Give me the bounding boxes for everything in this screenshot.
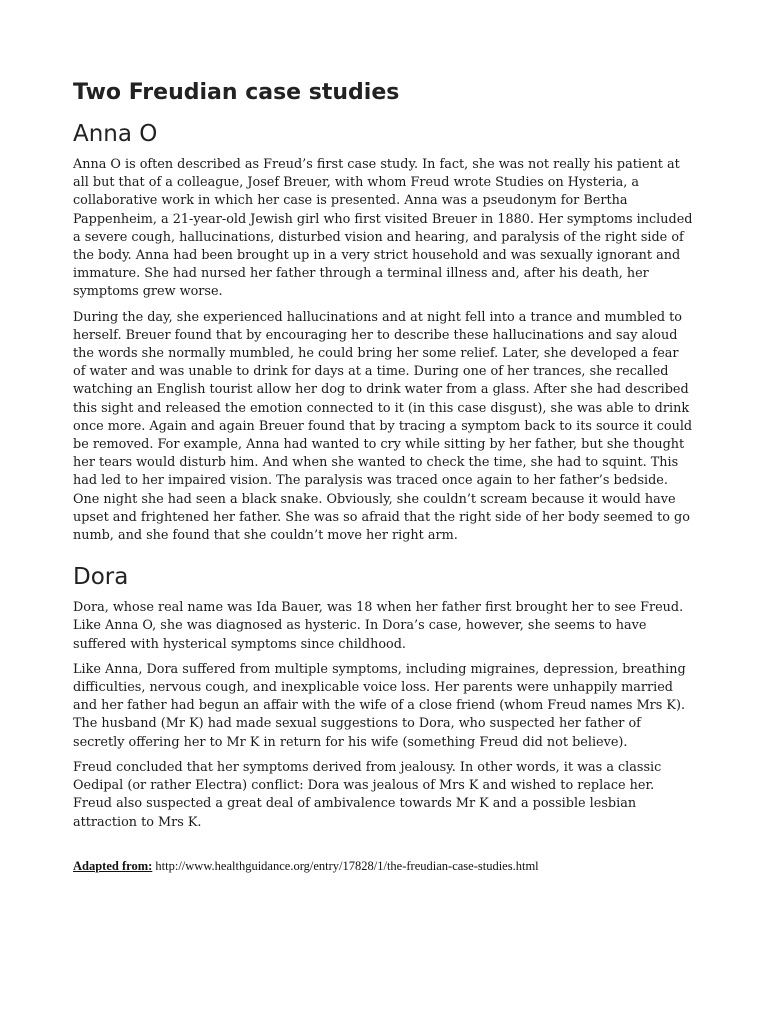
document-title: Two Freudian case studies: [73, 80, 400, 105]
paragraph: Freud concluded that her symptoms derived from jealousy. In other words, it was a classic Oedipal (or rather Electra) conflict: Dora was jealous of Mrs K and wished to replace her. Freud also suspected a great deal of ambivalence towards Mr K and a possible lesbian attraction to Mrs K.: [73, 759, 662, 830]
paragraph: Like Anna, Dora suffered from multiple symptoms, including migraines, depression, breathing difficulties, nervous cough, and inexplicable voice loss. Her parents were unhappily married and her father had begun an affair with the wife of a close friend (whom Freud names Mrs K). The husband (Mr K) had made sexual suggestions to Dora, who suspected her father of secretly offering her to Mr K in return for his wife (something Freud did not believe).: [73, 661, 686, 750]
source-citation: [73, 859, 695, 874]
paragraph: Dora, whose real name was Ida Bauer, was 18 when her father first brought her to see Freud. Like Anna O, she was diagnosed as hysteric. In Dora’s case, however, she seems to have suffered with hysterical symptoms since childhood.: [73, 600, 684, 652]
source-url: http://www.healthguidance.org/entry/17828/1/the-freudian-case-studies.html: [155, 858, 539, 873]
section-heading-anna-o: Anna O: [73, 121, 158, 147]
document-page: [73, 78, 695, 874]
paragraph: Anna O is often described as Freud’s first case study. In fact, she was not really his patient at all but that of a colleague, Josef Breuer, with whom Freud wrote Studies on Hysteria, a collaborative work in which her case is presented. Anna was a pseudonym for Bertha Pappenheim, a 21-year-old Jewish girl who first visited Breuer in 1880. Her symptoms included a severe cough, hallucinations, disturbed vision and hearing, and paralysis of the right side of the body. Anna had been brought up in a very strict household and was sexually ignorant and immature. She had nursed her father through a terminal illness and, after his death, her symptoms grew worse.: [73, 157, 693, 300]
paragraph: During the day, she experienced hallucinations and at night fell into a trance and mumbled to herself. Breuer found that by encouraging her to describe these hallucinations and say aloud the words she normally mumbled, he could bring her some relief. Later, she developed a fear of water and was unable to drink for days at a time. During one of her trances, she recalled watching an English tourist allow her dog to drink water from a glass. After she had described this sight and released the emotion connected to it (in this case disgust), she was able to drink once more. Again and again Breuer found that by tracing a symptom back to its source it could be removed. For example, Anna had wanted to cry while sitting by her father, but she thought her tears would disturb him. And when she wanted to check the time, she had to squint. This had led to her impaired vision. The paralysis was traced once again to her father’s bedside. One night she had seen a black snake. Obviously, she couldn’t scream because it would have upset and frightened her father. She was so afraid that the right side of her body seemed to go numb, and she found that she couldn’t move her right arm.: [73, 309, 693, 544]
section-anna-o: [73, 118, 695, 545]
section-dora: [73, 561, 695, 831]
source-label: Adapted from:: [73, 858, 153, 873]
section-heading-dora: Dora: [73, 564, 129, 591]
